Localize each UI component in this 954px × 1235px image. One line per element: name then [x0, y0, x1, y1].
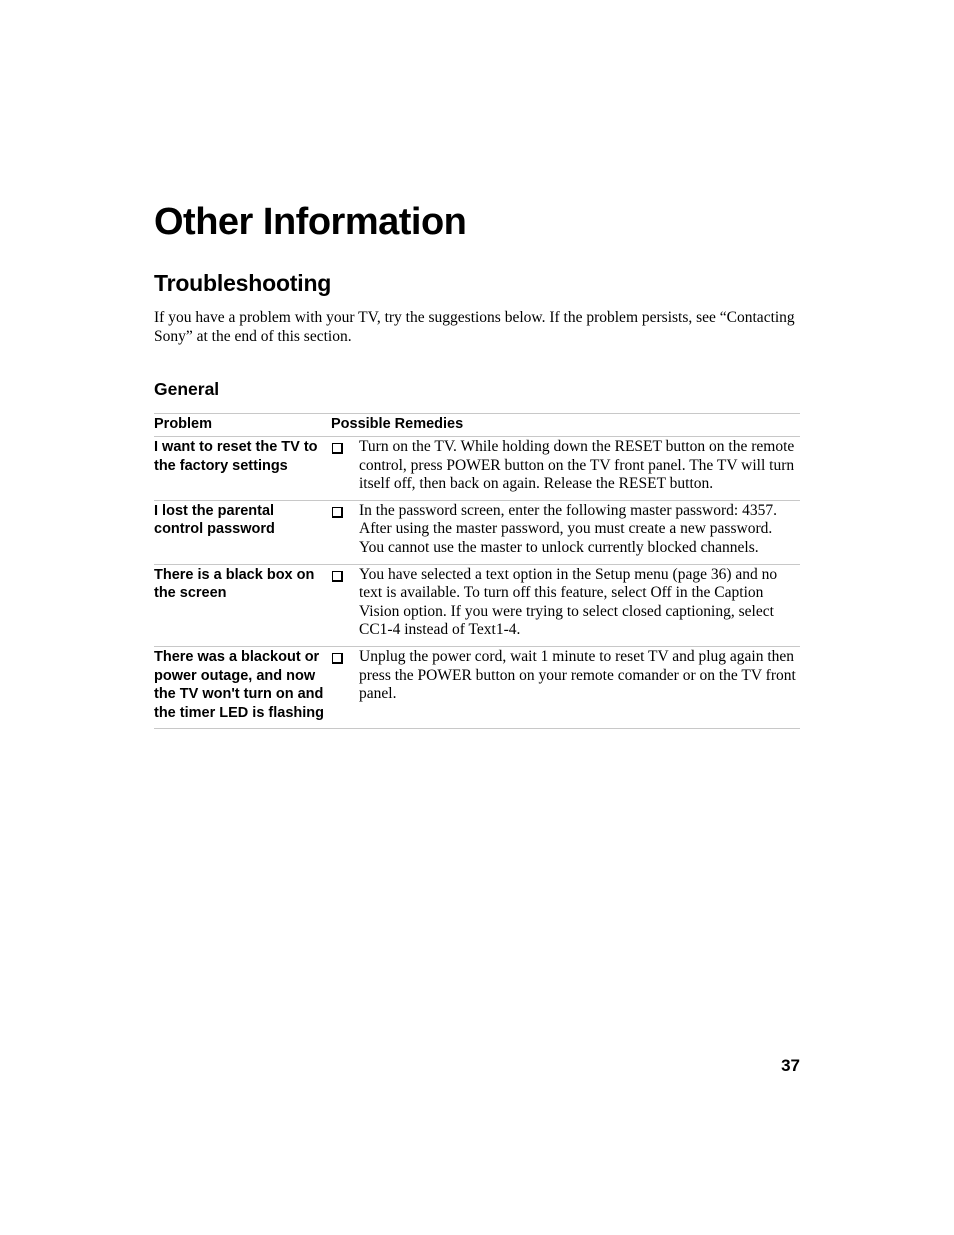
page-title: Other Information: [154, 201, 467, 243]
checkbox-bullet-icon: [331, 564, 359, 646]
remedy-cell: In the password screen, enter the following master password: 4357. After using the master password, you must create a new password. You cannot use the master to unlock currently blocked channels.: [359, 501, 777, 556]
problem-cell: There was a blackout or power outage, and now the TV won't turn on and the timer LED is flashing: [154, 648, 324, 721]
checkbox-bullet-icon: [331, 437, 359, 501]
table-row: [154, 500, 800, 564]
problem-cell: I lost the parental control password: [154, 502, 275, 538]
intro-paragraph: If you have a problem with your TV, try the suggestions below. If the problem persists, see “Contacting Sony” at the end of this section.: [154, 309, 795, 345]
table-row: [154, 646, 800, 728]
problem-cell: There is a black box on the screen: [154, 566, 315, 602]
problem-column-header: Problem: [154, 414, 331, 437]
checkbox-bullet-icon: [331, 646, 359, 728]
remedy-cell: Unplug the power cord, wait 1 minute to reset TV and plug again then press the POWER button on your remote comander or on the TV front panel.: [359, 647, 796, 703]
remedies-column-header: Possible Remedies: [331, 414, 800, 437]
table-row: [154, 564, 800, 646]
table-header-row: [154, 414, 800, 437]
page-number: 37: [781, 1056, 800, 1075]
table-row: [154, 437, 800, 501]
problem-cell: I want to reset the TV to the factory settings: [154, 439, 318, 474]
remedy-cell: Turn on the TV. While holding down the RESET button on the remote control, press POWER button on the TV front panel. The TV will turn itself off, then back on again. Release the RESET button.: [359, 438, 795, 493]
section-title: Troubleshooting: [154, 270, 332, 296]
troubleshooting-table: [154, 413, 800, 729]
remedy-cell: You have selected a text option in the Setup menu (page 36) and no text is available. To turn off this feature, select Off in the Caption Vision option. If you were trying to select closed captioning, select CC1-4 instead of Text1-4.: [359, 565, 778, 639]
subsection-title: General: [154, 379, 220, 399]
checkbox-bullet-icon: [331, 500, 359, 564]
